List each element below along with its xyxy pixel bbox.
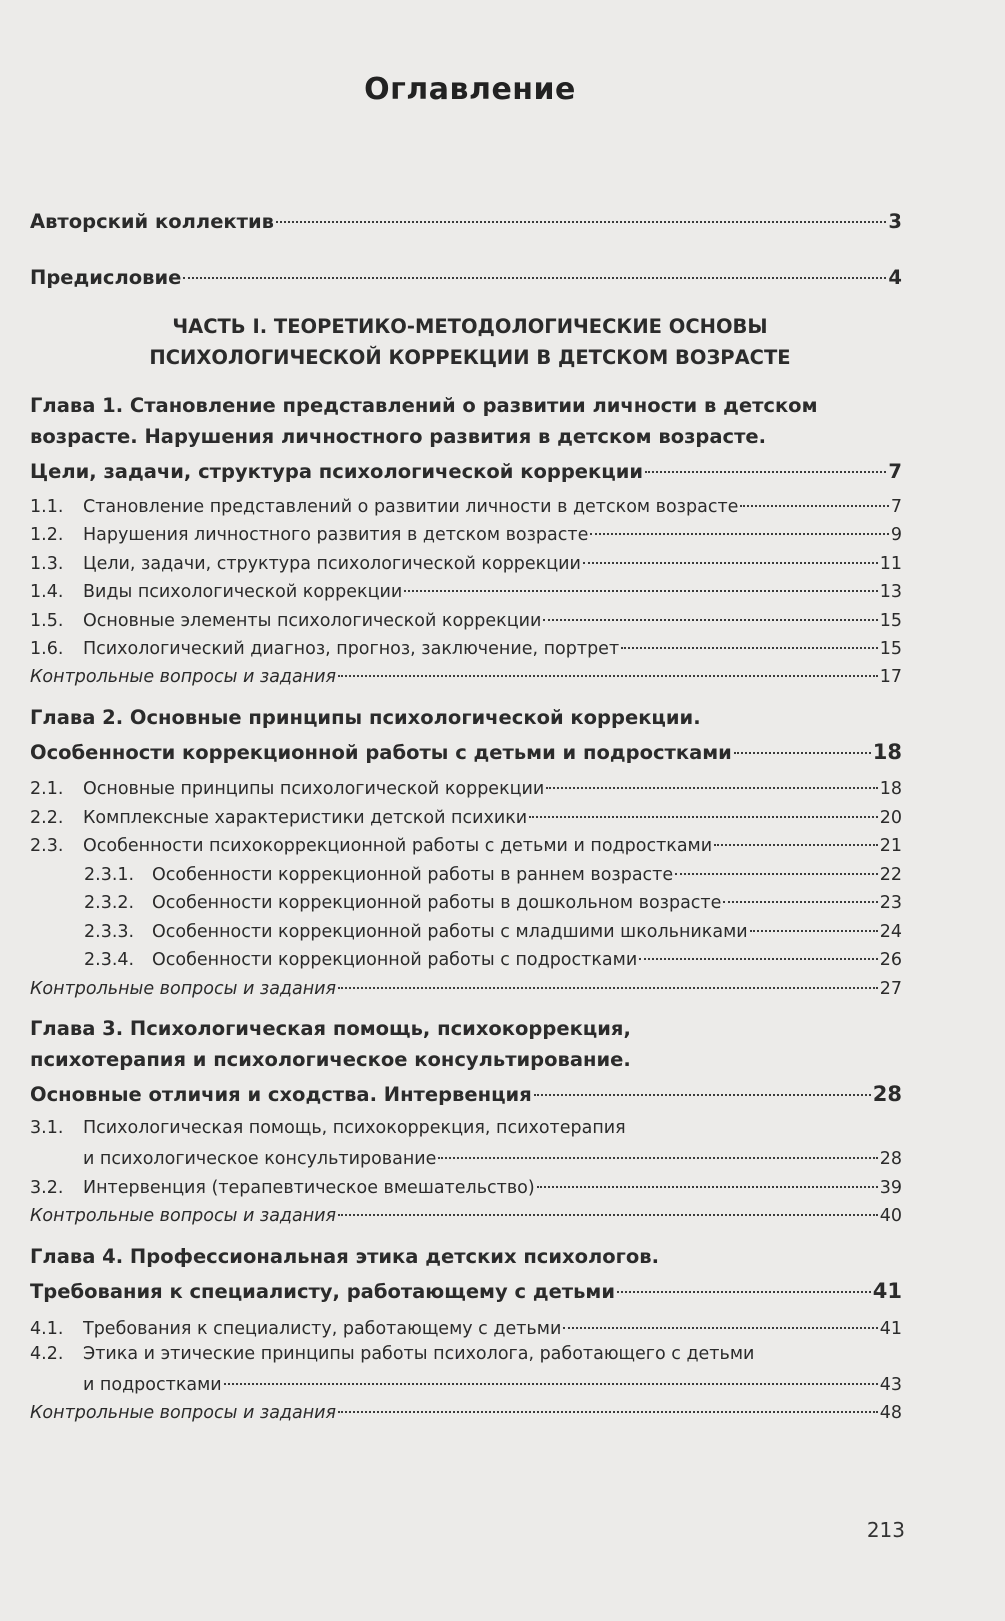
entry-text: Психологический диагноз, прогноз, заключение, портрет xyxy=(83,638,620,659)
toc-entry-4-2-line-1[interactable] xyxy=(30,1342,902,1366)
entry-page: 21 xyxy=(879,835,902,856)
entry-text: Контрольные вопросы и задания xyxy=(30,666,337,687)
entry-text: Интервенция (терапевтическое вмешательство) xyxy=(83,1177,535,1198)
entry-number: 2.3.2. xyxy=(84,892,135,913)
entry-page: 43 xyxy=(879,1374,902,1395)
toc-entry-ch4-questions[interactable] xyxy=(30,1398,902,1425)
entry-text: Контрольные вопросы и задания xyxy=(30,978,337,999)
entry-text: Цели, задачи, структура психологической коррекции xyxy=(30,459,644,483)
leader-dots xyxy=(438,1139,877,1159)
entry-number: 1.3. xyxy=(30,553,64,574)
part-heading-line-2: ПСИХОЛОГИЧЕСКОЙ КОРРЕКЦИИ В ДЕТСКОМ ВОЗРАСТЕ xyxy=(149,346,791,369)
entry-number: 2.3. xyxy=(30,835,64,856)
entry-page: 41 xyxy=(872,1278,902,1303)
leader-dots xyxy=(404,572,877,592)
entry-text: Цели, задачи, структура психологической коррекции xyxy=(83,553,581,574)
toc-entry-preface[interactable] xyxy=(30,262,902,290)
entry-number: 4.1. xyxy=(30,1318,64,1339)
entry-page: 15 xyxy=(879,638,902,659)
entry-number: 1.4. xyxy=(30,581,64,602)
toc-entry-2-1[interactable] xyxy=(30,774,902,801)
entry-page: 26 xyxy=(879,949,902,970)
leader-dots xyxy=(617,1271,871,1293)
entry-page: 23 xyxy=(879,892,902,913)
leader-dots xyxy=(183,257,886,279)
leader-dots xyxy=(583,544,878,564)
page-title: Оглавление xyxy=(364,72,576,107)
entry-page: 41 xyxy=(879,1318,902,1339)
entry-number: 4.2. xyxy=(30,1344,64,1364)
leader-dots xyxy=(740,487,888,507)
toc-entry-ch1-questions[interactable] xyxy=(30,662,902,689)
chapter-1-heading-line-2[interactable]: возрасте. Нарушения личностного развития в детском возрасте. xyxy=(30,425,767,448)
entry-text: Основные принципы психологической коррекции xyxy=(83,778,545,799)
toc-entry-3-1-line-2[interactable] xyxy=(83,1144,902,1171)
entry-page: 7 xyxy=(888,459,902,483)
entry-page: 18 xyxy=(879,778,902,799)
entry-number: 1.6. xyxy=(30,638,64,659)
entry-number: 3.1. xyxy=(30,1118,64,1138)
chapter-2-heading-line-2[interactable] xyxy=(30,737,902,765)
toc-entry-authors[interactable] xyxy=(30,206,902,234)
entry-text: Особенности коррекционной работы в раннем возрасте xyxy=(152,864,674,885)
entry-number: 3.2. xyxy=(30,1177,64,1198)
chapter-4-heading-line-1[interactable]: Глава 4. Профессиональная этика детских психологов. xyxy=(30,1245,660,1268)
entry-number: 2.3.3. xyxy=(84,921,135,942)
chapter-2-heading-line-1[interactable]: Глава 2. Основные принципы психологической коррекции. xyxy=(30,706,701,729)
entry-text: Особенности коррекционной работы с подростками xyxy=(152,949,638,970)
chapter-3-heading-line-3[interactable] xyxy=(30,1079,902,1107)
entry-page: 24 xyxy=(879,921,902,942)
chapter-3-heading-line-2[interactable]: психотерапия и психологическое консультирование. xyxy=(30,1048,631,1071)
leader-dots xyxy=(645,451,886,473)
entry-page: 4 xyxy=(888,265,902,289)
leader-dots xyxy=(224,1365,878,1385)
leader-dots xyxy=(537,1168,878,1188)
entry-number: 2.3.4. xyxy=(84,949,135,970)
entry-number: 1.1. xyxy=(30,496,64,517)
entry-text: Предисловие xyxy=(30,265,182,289)
entry-text: Требования к специалисту, работающему с детьми xyxy=(30,1279,616,1303)
entry-page: 27 xyxy=(879,978,902,999)
leader-dots xyxy=(338,1393,878,1413)
leader-dots xyxy=(534,1074,871,1096)
entry-page: 22 xyxy=(879,864,902,885)
entry-page: 13 xyxy=(879,581,902,602)
chapter-3-heading-line-1[interactable]: Глава 3. Психологическая помощь, психокоррекция, xyxy=(30,1017,631,1040)
toc-entry-ch3-questions[interactable] xyxy=(30,1201,902,1228)
entry-page: 28 xyxy=(879,1148,902,1169)
entry-text: Особенности коррекционной работы в дошкольном возрасте xyxy=(152,892,722,913)
entry-number: 1.2. xyxy=(30,524,64,545)
leader-dots xyxy=(338,969,878,989)
leader-dots xyxy=(338,1196,878,1216)
entry-text: Основные элементы психологической коррекции xyxy=(83,610,542,631)
entry-text: Основные отличия и сходства. Интервенция xyxy=(30,1082,532,1106)
leader-dots xyxy=(639,940,878,960)
entry-text: Контрольные вопросы и задания xyxy=(30,1205,337,1226)
entry-text: Особенности коррекционной работы с младшими школьниками xyxy=(152,921,748,942)
leader-dots xyxy=(734,732,871,754)
toc-entry-ch2-questions[interactable] xyxy=(30,974,902,1001)
leader-dots xyxy=(563,1309,877,1329)
leader-dots xyxy=(723,883,877,903)
entry-text: Требования к специалисту, работающему с детьми xyxy=(83,1318,562,1339)
entry-page: 39 xyxy=(879,1177,902,1198)
entry-number: 1.5. xyxy=(30,610,64,631)
chapter-4-heading-line-2[interactable] xyxy=(30,1276,902,1304)
leader-dots xyxy=(675,855,878,875)
leader-dots xyxy=(590,515,889,535)
page-number: 213 xyxy=(866,1518,905,1542)
entry-page: 3 xyxy=(888,209,902,233)
entry-text: Психологическая помощь, психокоррекция, психотерапия xyxy=(83,1118,626,1138)
entry-text: Становление представлений о развитии личности в детском возрасте xyxy=(83,496,739,517)
entry-number: 2.2. xyxy=(30,807,64,828)
entry-text: Нарушения личностного развития в детском возрасте xyxy=(83,524,589,545)
entry-text: Этика и этические принципы работы психолога, работающего с детьми xyxy=(83,1344,755,1364)
part-heading-line-1: ЧАСТЬ I. ТЕОРЕТИКО-МЕТОДОЛОГИЧЕСКИЕ ОСНОВЫ xyxy=(172,315,768,338)
entry-number: 2.1. xyxy=(30,778,64,799)
entry-text: Комплексные характеристики детской психики xyxy=(83,807,528,828)
toc-entry-4-1[interactable] xyxy=(30,1314,902,1341)
toc-entry-1-4[interactable] xyxy=(30,577,902,604)
entry-text: Авторский коллектив xyxy=(30,209,274,233)
entry-text: Особенности психокоррекционной работы с детьми и подростками xyxy=(83,835,713,856)
entry-page: 17 xyxy=(879,666,902,687)
leader-dots xyxy=(338,657,878,677)
toc-entry-2-3-2[interactable] xyxy=(84,888,902,915)
entry-page: 18 xyxy=(872,739,902,764)
entry-text: Особенности коррекционной работы с детьми и подростками xyxy=(30,740,732,764)
entry-text: и подростками xyxy=(83,1374,222,1395)
entry-page: 9 xyxy=(890,524,902,545)
entry-page: 7 xyxy=(890,496,902,517)
leader-dots xyxy=(714,826,878,846)
chapter-1-heading-line-3[interactable] xyxy=(30,456,902,484)
entry-page: 20 xyxy=(879,807,902,828)
chapter-1-heading-line-1[interactable]: Глава 1. Становление представлений о развитии личности в детском xyxy=(30,394,818,417)
entry-text: и психологическое консультирование xyxy=(83,1148,437,1169)
entry-page: 40 xyxy=(879,1205,902,1226)
entry-text: Контрольные вопросы и задания xyxy=(30,1402,337,1423)
entry-page: 15 xyxy=(879,610,902,631)
leader-dots xyxy=(529,798,878,818)
leader-dots xyxy=(621,629,878,649)
entry-page: 28 xyxy=(872,1081,902,1106)
leader-dots xyxy=(750,912,878,932)
entry-page: 11 xyxy=(879,553,902,574)
leader-dots xyxy=(546,769,877,789)
toc-entry-3-1-line-1[interactable] xyxy=(30,1116,902,1140)
toc-entry-2-3-4[interactable] xyxy=(84,945,902,972)
toc-entry-1-2[interactable] xyxy=(30,520,902,547)
toc-entry-2-3[interactable] xyxy=(30,831,902,858)
entry-text: Виды психологической коррекции xyxy=(83,581,403,602)
entry-page: 48 xyxy=(879,1402,902,1423)
leader-dots xyxy=(543,601,877,621)
leader-dots xyxy=(276,201,886,223)
entry-number: 2.3.1. xyxy=(84,864,135,885)
